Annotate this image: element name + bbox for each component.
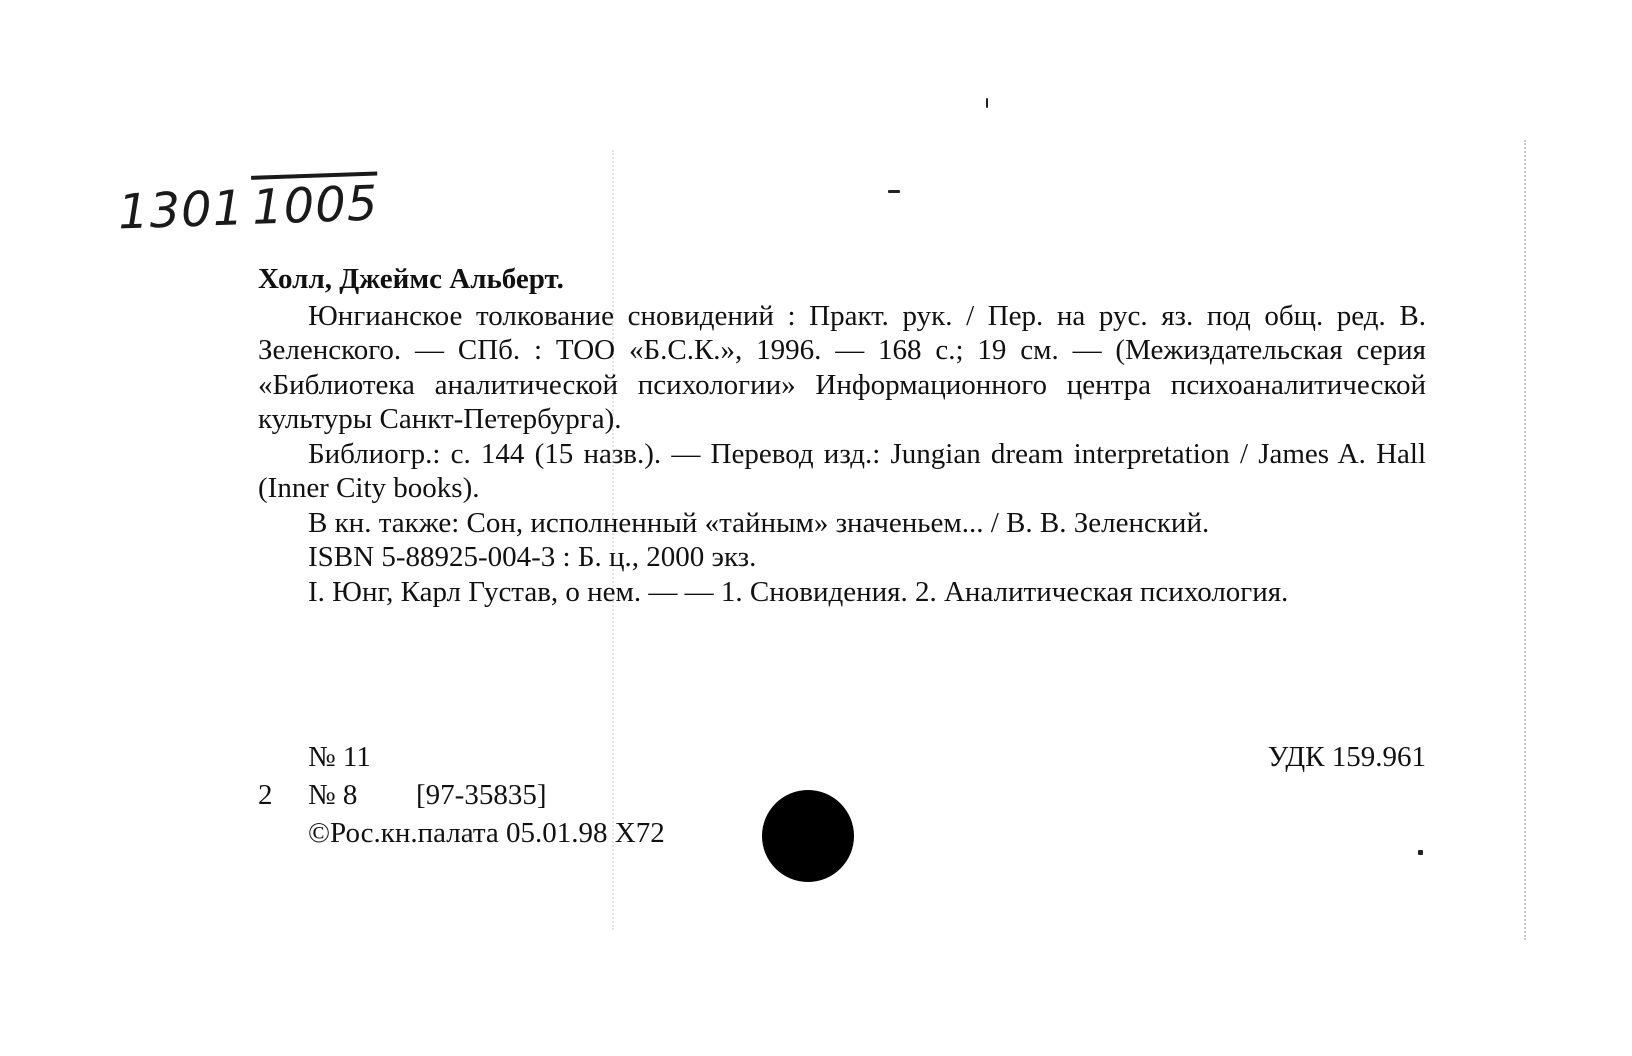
copyright-line: ©Рос.кн.палата 05.01.98 Х72 [308,817,665,849]
bibliography-note: Библиогр.: с. 144 (15 назв.). — Перевод изд.: Jungian dream interpretation / James A. Hall (Inner City books). [258,437,1426,504]
scan-artifact-line [1524,140,1526,940]
contents-note: В кн. также: Сон, исполненный «тайным» значеньем... / В. В. Зеленский. [308,506,1210,539]
author-heading: Холл, Джеймс Альберт. [258,263,564,295]
bibliographic-description: Юнгианское толкование сновидений : Практ. рук. / Пер. на рус. яз. под общ. ред. В. Зеленского. — СПб. : ТОО «Б.С.К.», 1996. — 168 с.; 19 см. — (Межиздательская серия «Библиотека аналитической психологии» Информационного центра психоаналитической культуры Санкт-Петербурга). [258,299,1426,435]
catalog-entry [258,262,1426,609]
handwritten-number-overlined: 1005 [251,175,380,236]
isbn-line: ISBN 5-88925-004-3 : Б. ц., 2000 экз. [308,541,757,573]
card-number: № 11 [308,741,371,773]
udk-code: УДК 159.961 [1267,741,1426,773]
secondary-number: № 8 [308,779,358,811]
registry-number: [97-35835] [416,779,547,811]
subject-headings: I. Юнг, Карл Густав, о нем. — — 1. Сновидения. 2. Аналитическая психология. [308,575,1289,608]
scan-speck [888,190,900,193]
ink-blot [762,790,854,882]
handwritten-shelf-mark [117,175,379,240]
handwritten-number: 1301 [117,180,246,241]
card-index: 2 [258,779,273,811]
footer-row-1 [258,738,1426,776]
scan-speck [986,98,988,108]
